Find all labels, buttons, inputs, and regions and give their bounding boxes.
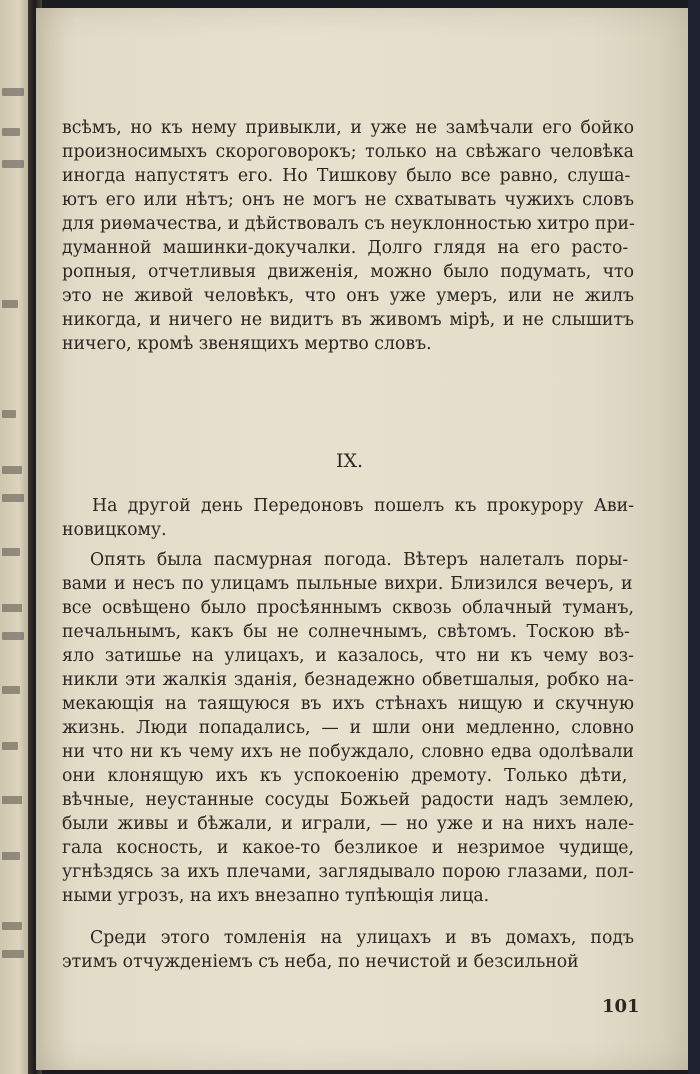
text-line: ничего, кромѣ звенящихъ мертво словъ. xyxy=(62,334,432,354)
text-line: все освѣщено было просѣяннымъ сквозь облачный туманъ, xyxy=(62,598,635,618)
facing-page-text-fragment xyxy=(2,632,24,640)
text-line: произносимыхъ скороговорокъ; только на свѣжаго человѣка xyxy=(62,142,634,162)
text-line: На другой день Передоновъ пошелъ къ прокурору Ави- xyxy=(92,496,634,516)
facing-page-text-fragment xyxy=(2,852,20,860)
facing-page-text-fragment xyxy=(2,604,22,612)
facing-page-text-fragment xyxy=(2,466,22,474)
facing-page-text-fragment xyxy=(2,742,18,750)
page-number: 101 xyxy=(602,996,640,1017)
facing-page-text-fragment xyxy=(2,686,20,694)
text-line: всѣмъ, но къ нему привыкли, и уже не замѣчали его бойко xyxy=(62,118,635,138)
text-line: гала косность, и какое-то безликое и незримое чудище, xyxy=(62,838,635,858)
text-line: новицкому. xyxy=(62,520,167,540)
text-line: думанной машинки-докучалки. Долго глядя на его расто- xyxy=(62,238,629,258)
text-line: яло затишье на улицахъ, и казалось, что ни къ чему воз- xyxy=(62,646,634,666)
text-line: угнѣздясь за ихъ плечами, заглядывало порою глазами, пол- xyxy=(62,862,634,882)
text-line: это не живой человѣкъ, что онъ уже умеръ, или не жилъ xyxy=(62,286,634,306)
text-line: печальнымъ, какъ бы не солнечнымъ, свѣтомъ. Тоскою вѣ- xyxy=(62,622,630,642)
facing-page-text-fragment xyxy=(2,88,24,96)
paragraph xyxy=(62,926,634,974)
facing-page-text-fragment xyxy=(2,160,24,168)
text-line: для риѳмачества, и дѣйствовалъ съ неуклонностью хитро при- xyxy=(62,214,635,234)
text-line: вѣчные, неустанные сосуды Божьей радости надъ землею, xyxy=(62,790,634,810)
text-line: Среди этого томленія на улицахъ и въ домахъ, подъ xyxy=(90,928,634,948)
text-line: они клонящую ихъ къ успокоенію дремоту. Только дѣти, xyxy=(62,766,628,786)
text-line: этимъ отчужденіемъ съ неба, по нечистой и безсильной xyxy=(62,952,579,972)
text-line: ропныя, отчетливыя движенія, можно было подумать, что xyxy=(62,262,634,282)
text-line: были живы и бѣжали, и играли, — но уже и на нихъ нале- xyxy=(62,814,635,834)
paragraph xyxy=(62,494,634,542)
facing-page-text-fragment xyxy=(2,128,20,136)
facing-page-text-fragment xyxy=(2,922,22,930)
paragraph-continued xyxy=(62,116,635,356)
facing-page-text-fragment xyxy=(2,300,18,308)
text-line: мекающія на таящуюся въ ихъ стѣнахъ нищую и скучную xyxy=(62,694,634,714)
facing-page-text-fragment xyxy=(2,548,20,556)
text-line: ными угрозъ, на ихъ внезапно тупѣющія лица. xyxy=(62,886,490,906)
book-page xyxy=(36,8,688,1070)
text-line: никли эти жалкія зданія, безнадежно обветшалыя, робко на- xyxy=(62,670,634,690)
chapter-heading: IX. xyxy=(336,450,364,472)
text-line: ютъ его или нѣтъ; онъ не могъ не схватывать чужихъ словъ xyxy=(62,190,634,210)
text-line: Опять была пасмурная погода. Вѣтеръ налеталъ поры- xyxy=(90,550,629,570)
facing-page-text-fragment xyxy=(2,796,22,804)
background-edge xyxy=(688,0,700,1074)
text-line: иногда напустятъ его. Но Тишкову было все равно, слуша- xyxy=(62,166,631,186)
facing-page-text-fragment xyxy=(2,410,16,418)
text-line: жизнь. Люди попадались, — и шли они медленно, словно xyxy=(62,718,634,738)
text-line: никогда, и ничего не видитъ въ живомъ мірѣ, и не слышитъ xyxy=(62,310,635,330)
text-line: вами и несъ по улицамъ пыльные вихри. Близился вечеръ, и xyxy=(62,574,633,594)
paragraph xyxy=(62,548,634,908)
facing-page-text-fragment xyxy=(2,494,24,502)
facing-page-text-fragment xyxy=(2,950,24,958)
text-line: ни что ни къ чему ихъ не побуждало, словно едва одолѣвали xyxy=(62,742,634,762)
